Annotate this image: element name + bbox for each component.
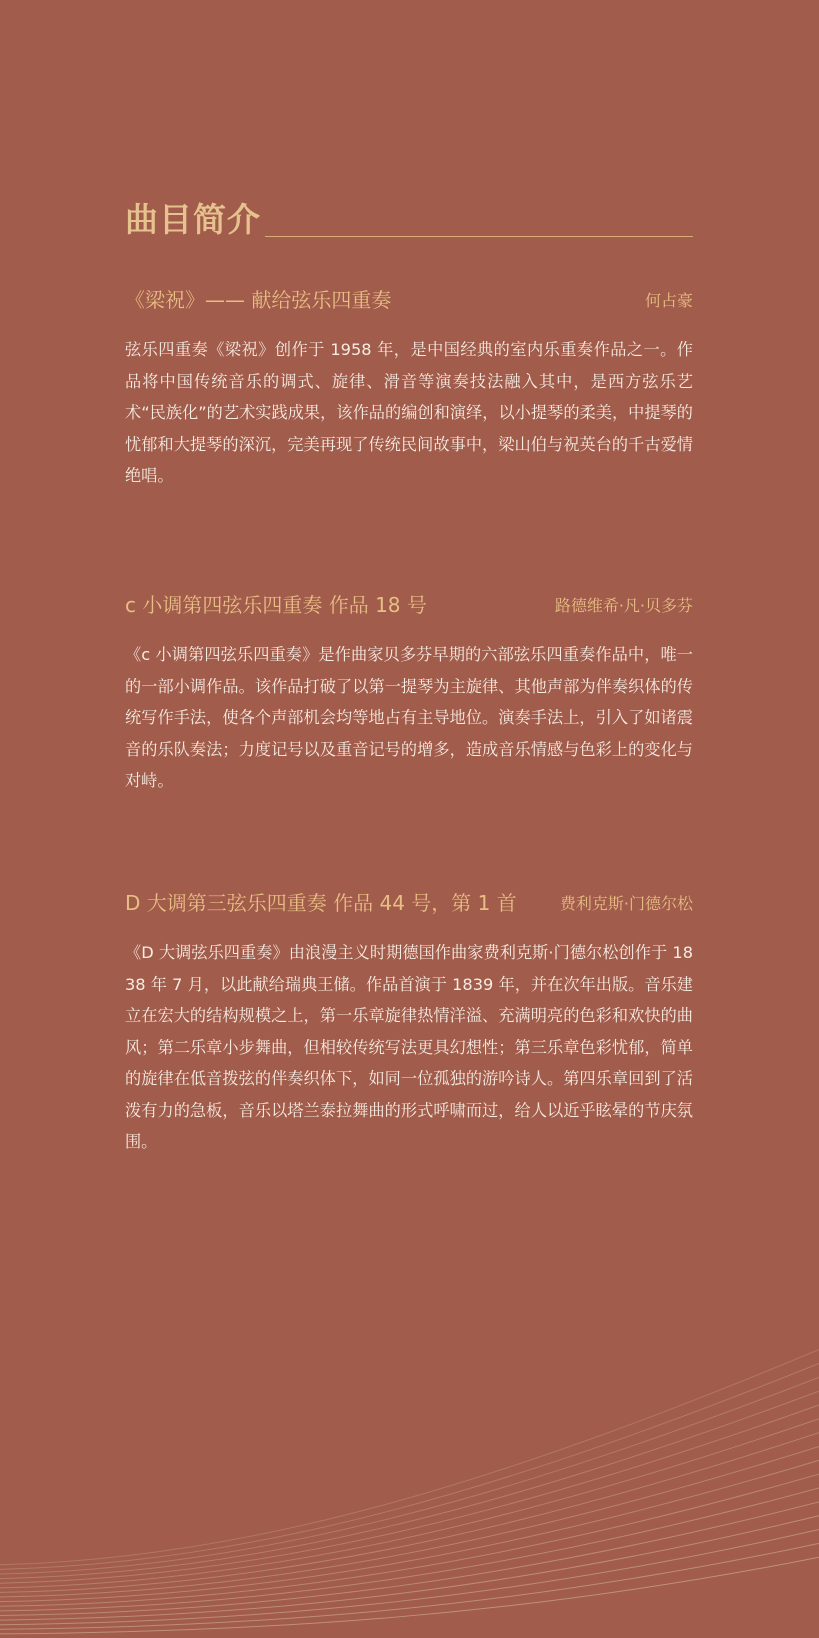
piece-composer: 费利克斯·门德尔松 — [559, 894, 693, 913]
wave-line — [0, 1471, 819, 1606]
piece-description: 弦乐四重奏《梁祝》创作于 1958 年，是中国经典的室内乐重奏作品之一。作品将中国传统音乐的调式、旋律、滑音等演奏技法融入其中，是西方弦乐艺术“民族化”的艺术实践成果，该作品的编创和演绎，以小提琴的柔美，中提琴的忧郁和大提琴的深沉，完美再现了传统民间故事中，梁山伯与祝英台的千古爱情绝唱。 — [125, 340, 693, 485]
page-title: 曲目简介 — [125, 200, 261, 239]
wave-line — [0, 1359, 819, 1570]
piece-composer: 路德维希·凡·贝多芬 — [554, 596, 693, 615]
piece-description: 《c 小调第四弦乐四重奏》是作曲家贝多芬早期的六部弦乐四重奏作品中，唯一的一部小调作品。该作品打破了以第一提琴为主旋律、其他声部为伴奏织体的传统写作手法，使各个声部机会均等地占有主导地位。演奏手法上，引入了如诸震音的乐队奏法；力度记号以及重音记号的增多，造成音乐情感与色彩上的变化与对峙。 — [125, 645, 693, 790]
piece-title: c 小调第四弦乐四重奏 作品 18 号 — [125, 593, 427, 617]
wave-line — [0, 1513, 819, 1620]
piece-description: 《D 大调弦乐四重奏》由浪漫主义时期德国作曲家费利克斯·门德尔松创作于 1838 年 7 月，以此献给瑞典王储。作品首演于 1839 年，并在次年出版。音乐建立在宏大的结构规模之上，第一乐章旋律热情洋溢、充满明亮的色彩和欢快的曲风；第二乐章小步舞曲，但相较传统写法更具幻想性；第三乐章色彩忧郁，简单的旋律在低音拨弦的伴奏织体下，如同一位孤独的游吟诗人。第四乐章回到了活泼有力的急板，音乐以塔兰泰拉舞曲的形式呼啸而过，给人以近乎眩晕的节庆氛围。 — [125, 943, 693, 1151]
piece-mendelssohn — [125, 888, 693, 1158]
section-heading — [125, 198, 693, 242]
piece-liangzhu — [125, 285, 693, 492]
wave-line — [0, 1527, 819, 1625]
wave-line — [0, 1415, 819, 1588]
wave-line — [0, 1373, 819, 1574]
piece-beethoven — [125, 590, 693, 797]
title-underline — [265, 236, 693, 237]
wave-line — [0, 1429, 819, 1593]
wave-line — [0, 1457, 819, 1602]
wave-line — [0, 1401, 819, 1583]
wave-line — [0, 1499, 819, 1616]
piece-title: D 大调第三弦乐四重奏 作品 44 号，第 1 首 — [125, 891, 517, 915]
piece-title: 《梁祝》—— 献给弦乐四重奏 — [125, 288, 392, 312]
piece-header — [125, 590, 693, 622]
piece-header — [125, 888, 693, 920]
wave-line — [0, 1345, 819, 1565]
piece-header — [125, 285, 693, 317]
piece-composer: 何占豪 — [644, 291, 693, 310]
wave-line — [0, 1555, 819, 1634]
wave-line — [0, 1387, 819, 1579]
wave-line — [0, 1541, 819, 1629]
wave-line — [0, 1485, 819, 1611]
wave-line — [0, 1443, 819, 1597]
